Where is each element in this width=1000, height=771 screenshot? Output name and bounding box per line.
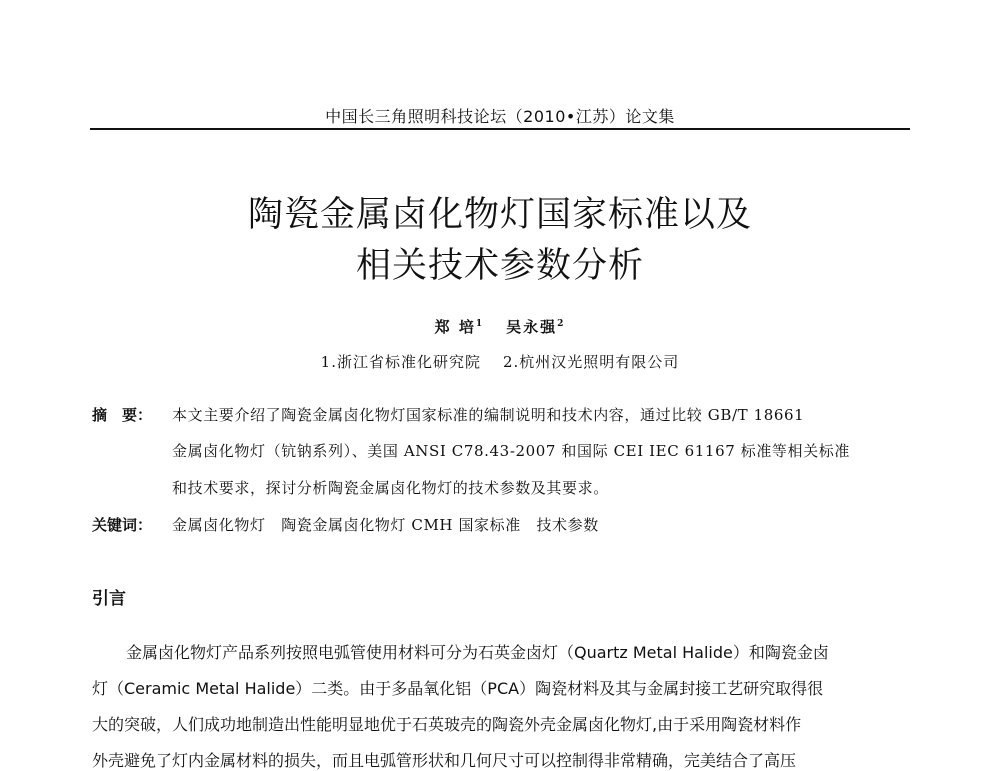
affiliation: 1.浙江省标准化研究院	[320, 353, 481, 371]
affiliation: 2.杭州汉光照明有限公司	[502, 353, 680, 371]
abstract-line: 本文主要介绍了陶瓷金属卤化物灯国家标准的编制说明和技术内容，通过比较 GB/T 18661	[172, 406, 805, 424]
title-line-2: 相关技术参数分析	[355, 246, 644, 286]
body-line: 金属卤化物灯产品系列按照电弧管使用材料可分为石英金卤灯（Quartz Metal Halide）和陶瓷金卤	[126, 643, 829, 662]
title-line-1: 陶瓷金属卤化物灯国家标准以及	[247, 195, 752, 235]
abstract-line: 金属卤化物灯（钪钠系列）、美国 ANSI C78.43-2007 和国际 CEI IEC 61167 标准等相关标准	[172, 442, 850, 460]
body-line: 外壳避免了灯内金属材料的损失，而且电弧管形状和几何尺寸可以控制得非常精确，完美结合了高压	[92, 751, 797, 770]
author-name: 郑 培	[434, 318, 476, 336]
keywords-label: 关键词：	[92, 516, 153, 534]
author-mark: 2	[557, 319, 566, 329]
authors	[90, 316, 910, 337]
abstract-label: 摘 要：	[92, 406, 153, 424]
abstract-line: 和技术要求，探讨分析陶瓷金属卤化物灯的技术参数及其要求。	[172, 479, 609, 497]
author-mark: 1	[475, 319, 485, 329]
body-line: 大的突破，人们成功地制造出性能明显地优于石英玻壳的陶瓷外壳金属卤化物灯,由于采用陶瓷材料作	[92, 715, 802, 734]
paper-title	[90, 190, 910, 292]
running-header: 中国长三角照明科技论坛（2010•江苏）论文集	[325, 107, 675, 126]
section-heading: 引言	[92, 589, 126, 609]
body-line: 灯（Ceramic Metal Halide）二类。由于多晶氧化铝（PCA）陶瓷材料及其与金属封接工艺研究取得很	[92, 679, 824, 698]
affiliations	[90, 351, 910, 372]
author-name: 吴永强	[506, 318, 558, 336]
keywords-text: 金属卤化物灯 陶瓷金属卤化物灯 CMH 国家标准 技术参数	[172, 516, 599, 534]
header-rule	[90, 128, 910, 130]
